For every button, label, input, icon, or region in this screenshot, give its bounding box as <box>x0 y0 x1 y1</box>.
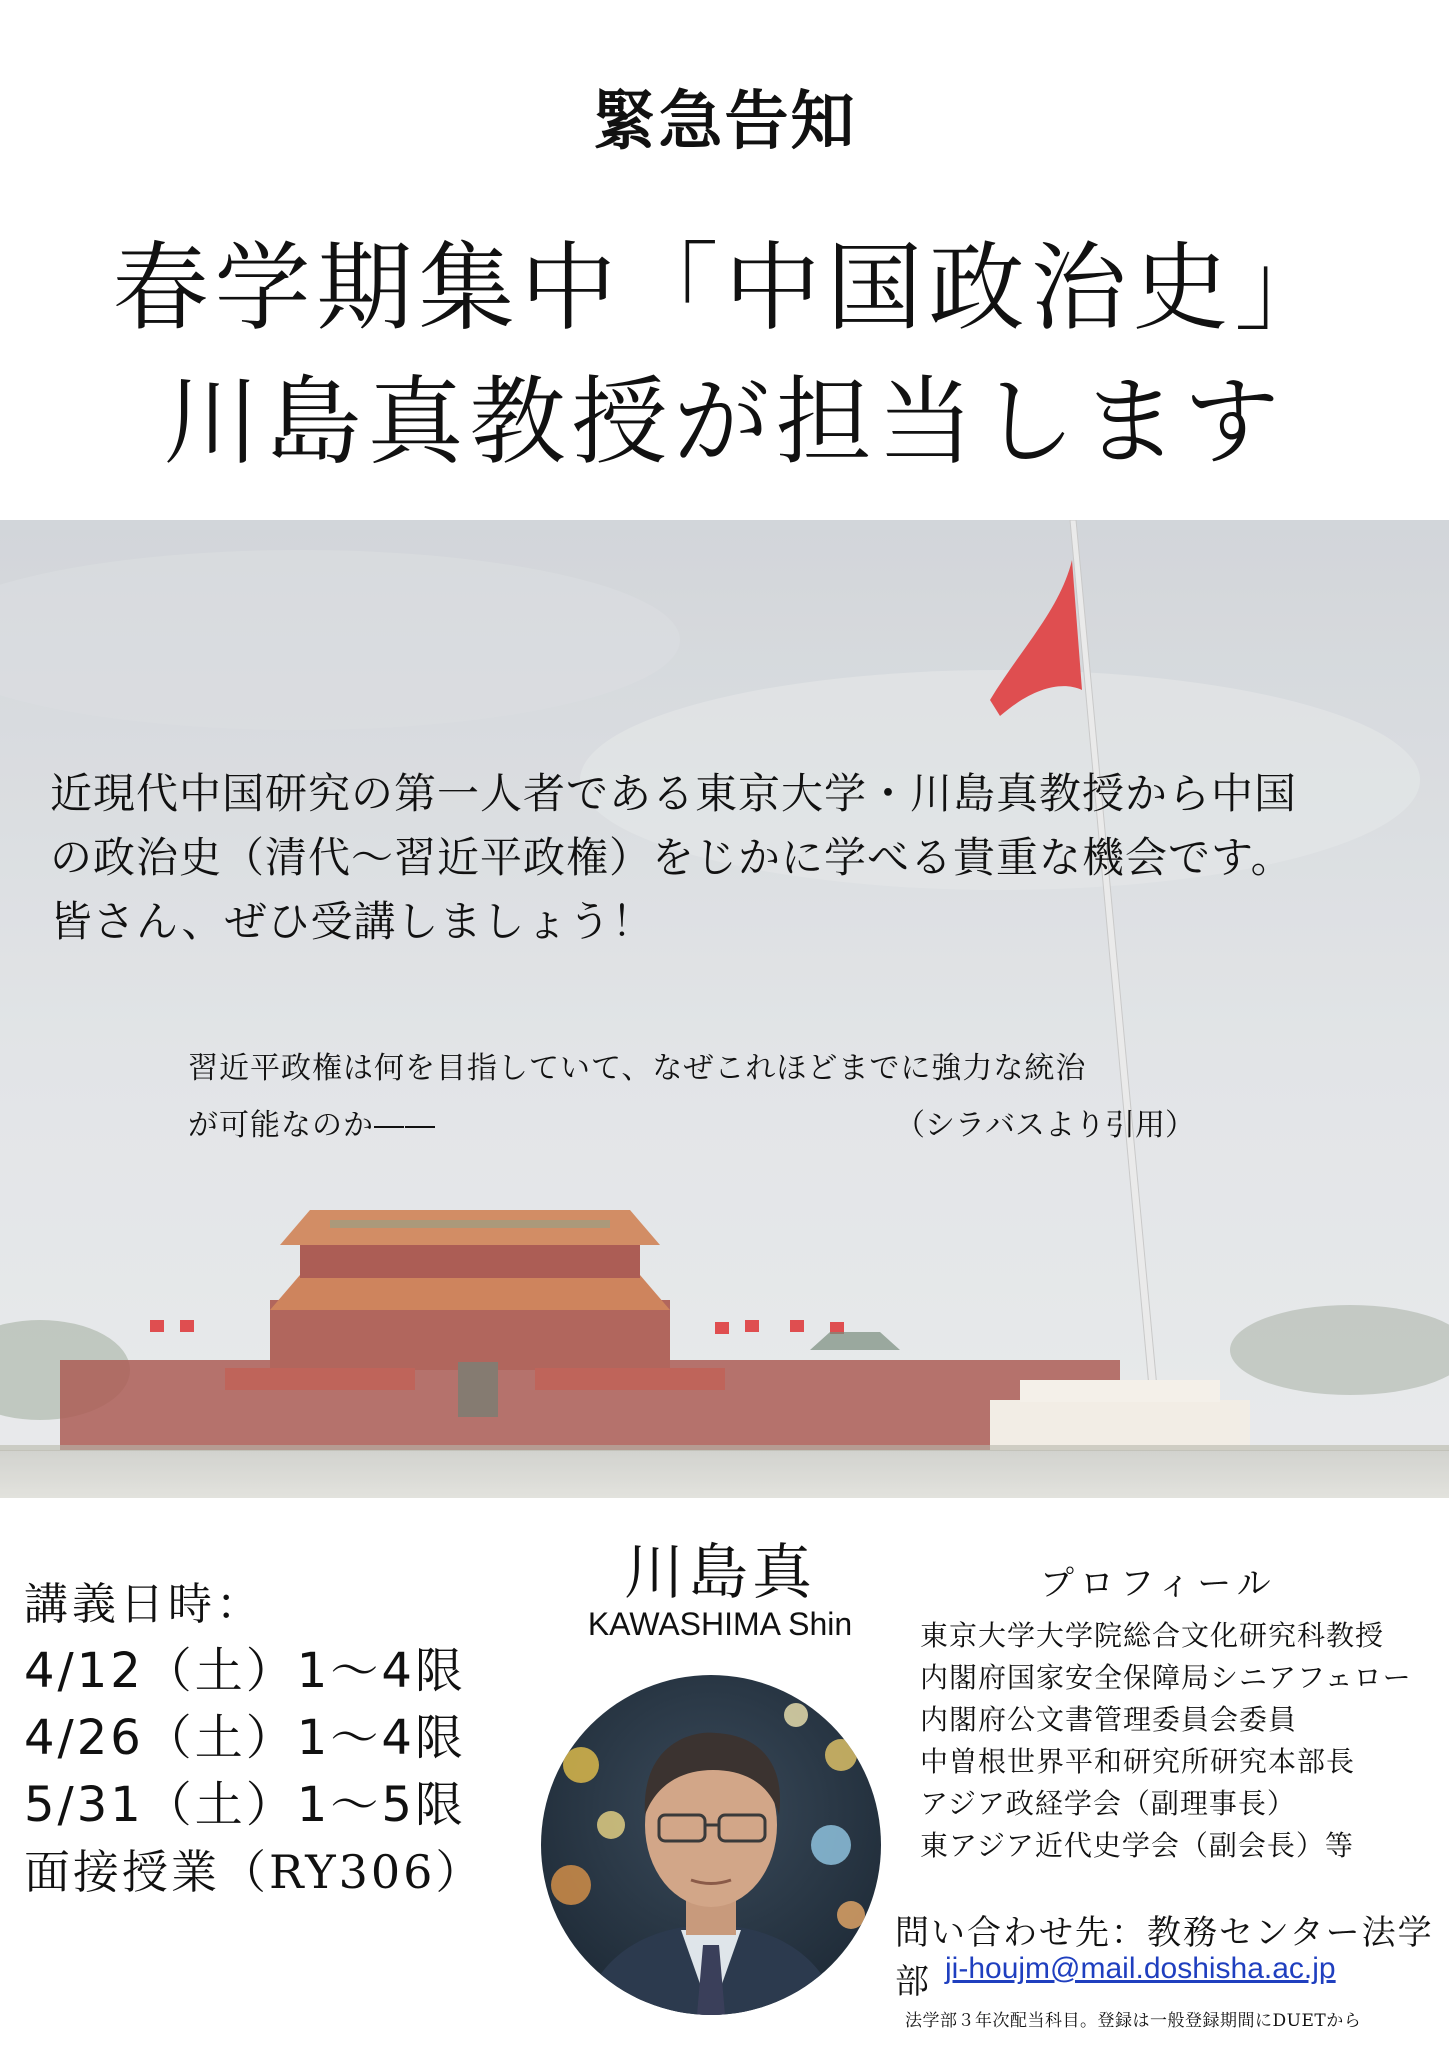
profile-line-6: 東アジア近代史学会（副会長）等 <box>920 1829 1354 1862</box>
quote-line-1: 習近平政権は何を目指していて、なぜこれほどまでに強力な統治 <box>188 1051 1087 1086</box>
profile-line-4: 中曽根世界平和研究所研究本部長 <box>920 1745 1356 1778</box>
footnote: 法学部３年次配当科目。登録は一般登録期間にDUETから <box>905 2011 1362 2031</box>
hero-photo <box>0 520 1449 1498</box>
intro-line-2: の政治史（清代〜習近平政権）をじかに学べる貴重な機会です。 <box>50 833 1294 882</box>
portrait-illustration <box>541 1675 881 2015</box>
lecturer-name-jp: 川島真 <box>624 1538 816 1608</box>
schedule-date-3: 5/31（土）1〜5限 <box>24 1777 466 1833</box>
schedule-date-1: 4/12（土）1〜4限 <box>24 1643 466 1699</box>
tiananmen-illustration <box>0 520 1449 1498</box>
lecturer-name-en: KAWASHIMA Shin <box>587 1606 853 1642</box>
contact-email-link[interactable]: ji-houjm@mail.doshisha.ac.jp <box>945 1952 1336 1985</box>
profile-line-1: 東京大学大学院総合文化研究科教授 <box>920 1619 1385 1652</box>
quote-line-2: が可能なのか―― <box>188 1108 436 1143</box>
lecturer-portrait <box>541 1675 881 2015</box>
intro-line-1: 近現代中国研究の第一人者である東京大学・川島真教授から中国 <box>50 769 1298 818</box>
schedule-label: 講義日時： <box>24 1579 264 1630</box>
schedule-date-2: 4/26（土）1〜4限 <box>24 1710 466 1766</box>
title-line-2: 川島真教授が担当します <box>163 366 1286 478</box>
quote-source: （シラバスより引用） <box>895 1108 1195 1143</box>
intro-line-3: 皆さん、ぜひ受講しましょう！ <box>50 897 655 946</box>
notice-label: 緊急告知 <box>592 85 857 159</box>
class-format: 面接授業（RY306） <box>24 1845 485 1899</box>
profile-line-3: 内閣府公文書管理委員会委員 <box>920 1703 1298 1736</box>
profile-label: プロフィール <box>1040 1564 1277 1604</box>
profile-line-2: 内閣府国家安全保障局シニアフェロー <box>920 1661 1412 1694</box>
profile-line-5: アジア政経学会（副理事長） <box>920 1787 1296 1820</box>
contact-label: 問い合わせ先：教務センター法学部 <box>895 1913 1434 2002</box>
title-line-1: 春学期集中「中国政治史」 <box>112 232 1337 344</box>
intro-paragraph <box>50 762 1420 954</box>
